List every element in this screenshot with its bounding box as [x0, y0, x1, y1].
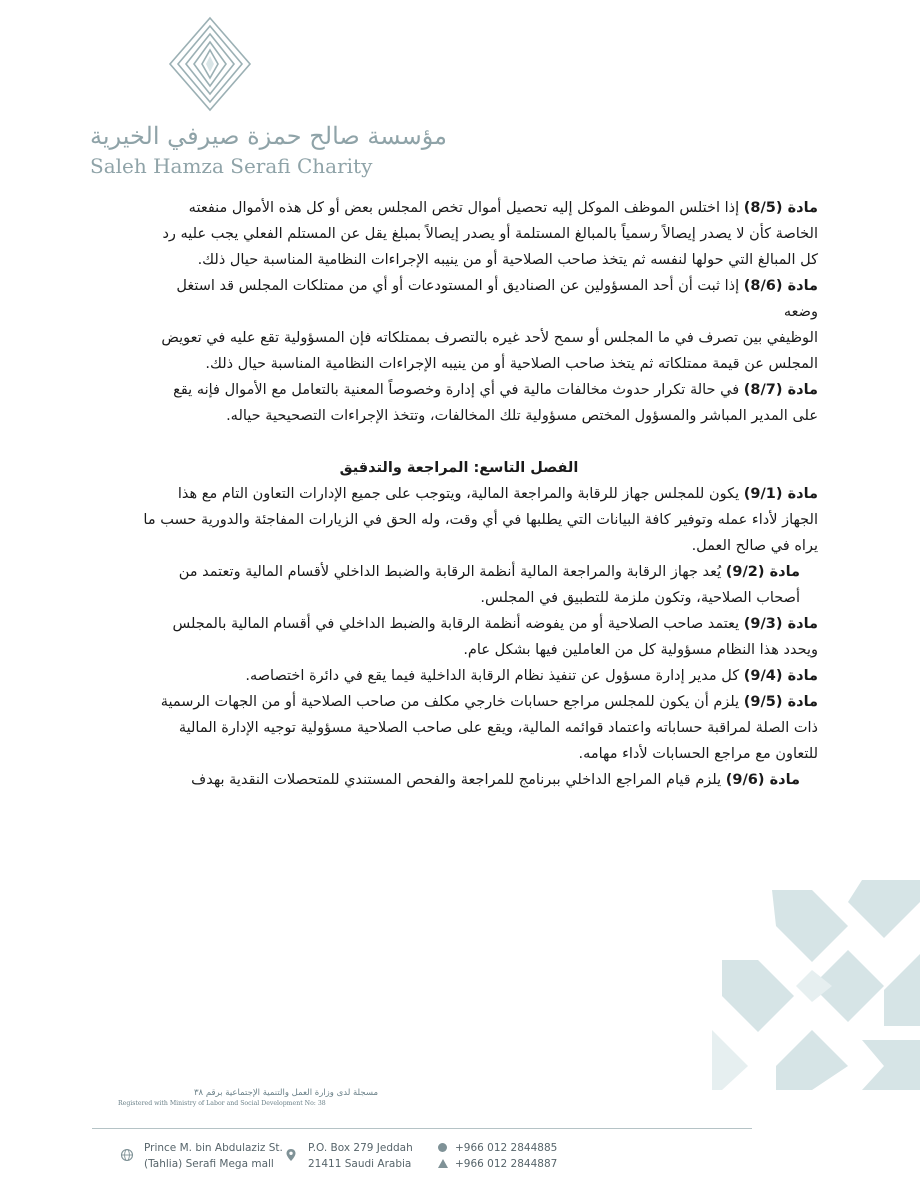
article-number: مادة (9/6) — [725, 772, 800, 788]
footer-contact — [120, 1140, 580, 1176]
header-logo — [88, 12, 448, 182]
org-name-english: Saleh Hamza Serafi Charity — [90, 154, 373, 178]
phone-icon — [438, 1143, 447, 1152]
article-number: مادة (8/7) — [743, 382, 818, 398]
po-line-2: 21411 Saudi Arabia — [308, 1158, 412, 1170]
article-number: مادة (8/5) — [743, 200, 818, 216]
article-8-6: مادة (8/6) إذا ثبت أن أحد المسؤولين عن الصناديق أو المستودعات أو أي من ممتلكات المجلس قد استغل — [176, 278, 818, 294]
phone-number: +966 012 2844885 — [455, 1142, 558, 1154]
address-line-2: (Tahlia) Serafi Mega mall — [144, 1158, 274, 1170]
article-number: مادة (9/4) — [743, 668, 818, 684]
footer-divider — [92, 1128, 752, 1129]
fax-number: +966 012 2844887 — [455, 1158, 558, 1170]
org-name-arabic: مؤسسة صالح حمزة صيرفي الخيرية — [90, 122, 448, 150]
phone-numbers — [438, 1140, 557, 1172]
article-9-2: مادة (9/2) يُعد جهاز الرقابة والمراجعة المالية أنظمة الرقابة والضبط الداخلي لأقسام المالية وتعتمد من — [178, 564, 800, 580]
article-8-7: مادة (8/7) في حالة تكرار حدوث مخالفات مالية في أي إدارة وخصوصاً المعنية بالتعامل مع الأموال فإنه يقع — [173, 382, 818, 398]
address — [144, 1140, 283, 1172]
po-box — [308, 1140, 413, 1172]
article-number: مادة (9/1) — [743, 486, 818, 502]
globe-icon — [120, 1148, 134, 1162]
registration-note — [118, 1088, 378, 1107]
article-8-5: مادة (8/5) إذا اختلس الموظف الموكل إليه تحصيل أموال تخص المجلس بعض أو كل هذه الأموال منفعته — [188, 200, 818, 216]
chevron-pattern-icon — [712, 880, 920, 1090]
location-pin-icon — [284, 1148, 298, 1162]
article-number: مادة (8/6) — [743, 278, 818, 294]
po-line-1: P.O. Box 279 Jeddah — [308, 1142, 413, 1154]
article-9-4: مادة (9/4) كل مدير إدارة مسؤول عن تنفيذ نظام الرقابة الداخلية فيما يقع في دائرة اختصاصه. — [245, 668, 818, 684]
chapter-title: الفصل التاسع: المراجعة والتدقيق — [339, 460, 579, 476]
article-9-6: مادة (9/6) يلزم قيام المراجع الداخلي ببرنامج للمراجعة والفحص المستندي للمتحصلات النقدية بهدف — [191, 772, 800, 788]
address-line-1: Prince M. bin Abdulaziz St. — [144, 1142, 283, 1154]
registration-english: Registered with Ministry of Labor and Social Development No: 38 — [118, 1100, 326, 1107]
document-body: مادة (8/5) إذا اختلس الموظف الموكل إليه تحصيل أموال تخص المجلس بعض أو كل هذه الأموال منفعته الخاصة كأن لا يصدر إيصالاً رسمياً بالمبالغ المستلمة أو يصدر إيصالاً بمبلغ يقل عن المستلم الفعلي يجب عليه رد كل المبالغ التي حولها لنفسه ثم يتخذ صاحب الصلاحية أو من ينيبه الإجراءات النظامية المناسبة حيال ذلك. مادة (8/6) إذا ثبت أن أحد المسؤولين عن الصناديق أو المستودعات أو أي من ممتلكات المجلس قد استغل وضعه الوظيفي بين تصرف في ما المجلس أو سمح لأحد غيره بالتصرف بممتلكاته فإن المسؤولية تقع عليه في تعويض المجلس عن قيمة ممتلكاته ثم يتخذ صاحب الصلاحية أو من ينيبه الإجراءات النظامية المناسبة حيال ذلك. مادة (8/7) في حالة تكرار حدوث مخالفات مالية في أي إدارة وخصوصاً المعنية بالتعامل مع الأموال فإنه يقع على المدير المباشر والمسؤول المختص مسؤولية تلك المخالفات، وتتخذ الإجراءات التصحيحية حياله. الفصل التاسع: المراجعة والتدقيق مادة (9/1) يكون للمجلس جهاز للرقابة والمراجعة المالية، ويتوجب على جميع الإدارات التعاون التام مع هذا الجهاز لأداء عمله وتوفير كافة البيانات التي يطلبها في أي وقت، وله الحق في الزيارات المفاجئة والدورية حسب ما يراه في صالح العمل. مادة (9/2) يُعد جهاز الرقابة والمراجعة المالية أنظمة الرقابة والضبط الداخلي لأقسام المالية وتعتمد من أصحاب الصلاحية، وتكون ملزمة للتطبيق في المجلس. مادة (9/3) يعتمد صاحب الصلاحية أو من يفوضه أنظمة الرقابة والضبط الداخلي في أقسام المالية بالمجلس ويحدد هذا النظام مسؤولية كل من العاملين فيها بشكل عام. مادة (9/4) كل مدير إدارة مسؤول عن تنفيذ نظام الرقابة الداخلية فيما يقع في دائرة اختصاصه. مادة (9/5) يلزم أن يكون للمجلس مراجع حسابات خارجي مكلف من صاحب الصلاحية أو من الجهات الرسمية ذات الصلة لمراقبة حساباته واعتماد قوائمه المالية، ويقع على صاحب الصلاحية مسؤولية توجيه الإدارة المالية للتعاون مع مراجع الحسابات لأداء مهامه. مادة (9/6) يلزم قيام المراجع الداخلي ببرنامج للمراجعة والفحص المستندي للمتحصلات النقدية بهدف — [100, 195, 818, 793]
diamond-logo-icon — [168, 16, 252, 116]
article-number: مادة (9/5) — [743, 694, 818, 710]
article-number: مادة (9/3) — [743, 616, 818, 632]
fax-icon — [438, 1159, 448, 1168]
article-9-3: مادة (9/3) يعتمد صاحب الصلاحية أو من يفوضه أنظمة الرقابة والضبط الداخلي في أقسام المالية بالمجلس — [172, 616, 818, 632]
article-9-5: مادة (9/5) يلزم أن يكون للمجلس مراجع حسابات خارجي مكلف من صاحب الصلاحية أو من الجهات الرسمية — [160, 694, 818, 710]
registration-arabic: مسجلة لدى وزارة العمل والتنمية الإجتماعية برقم ٣٨ — [193, 1088, 378, 1098]
article-9-1: مادة (9/1) يكون للمجلس جهاز للرقابة والمراجعة المالية، ويتوجب على جميع الإدارات التعاون التام مع هذا — [177, 486, 818, 502]
article-number: مادة (9/2) — [725, 564, 800, 580]
